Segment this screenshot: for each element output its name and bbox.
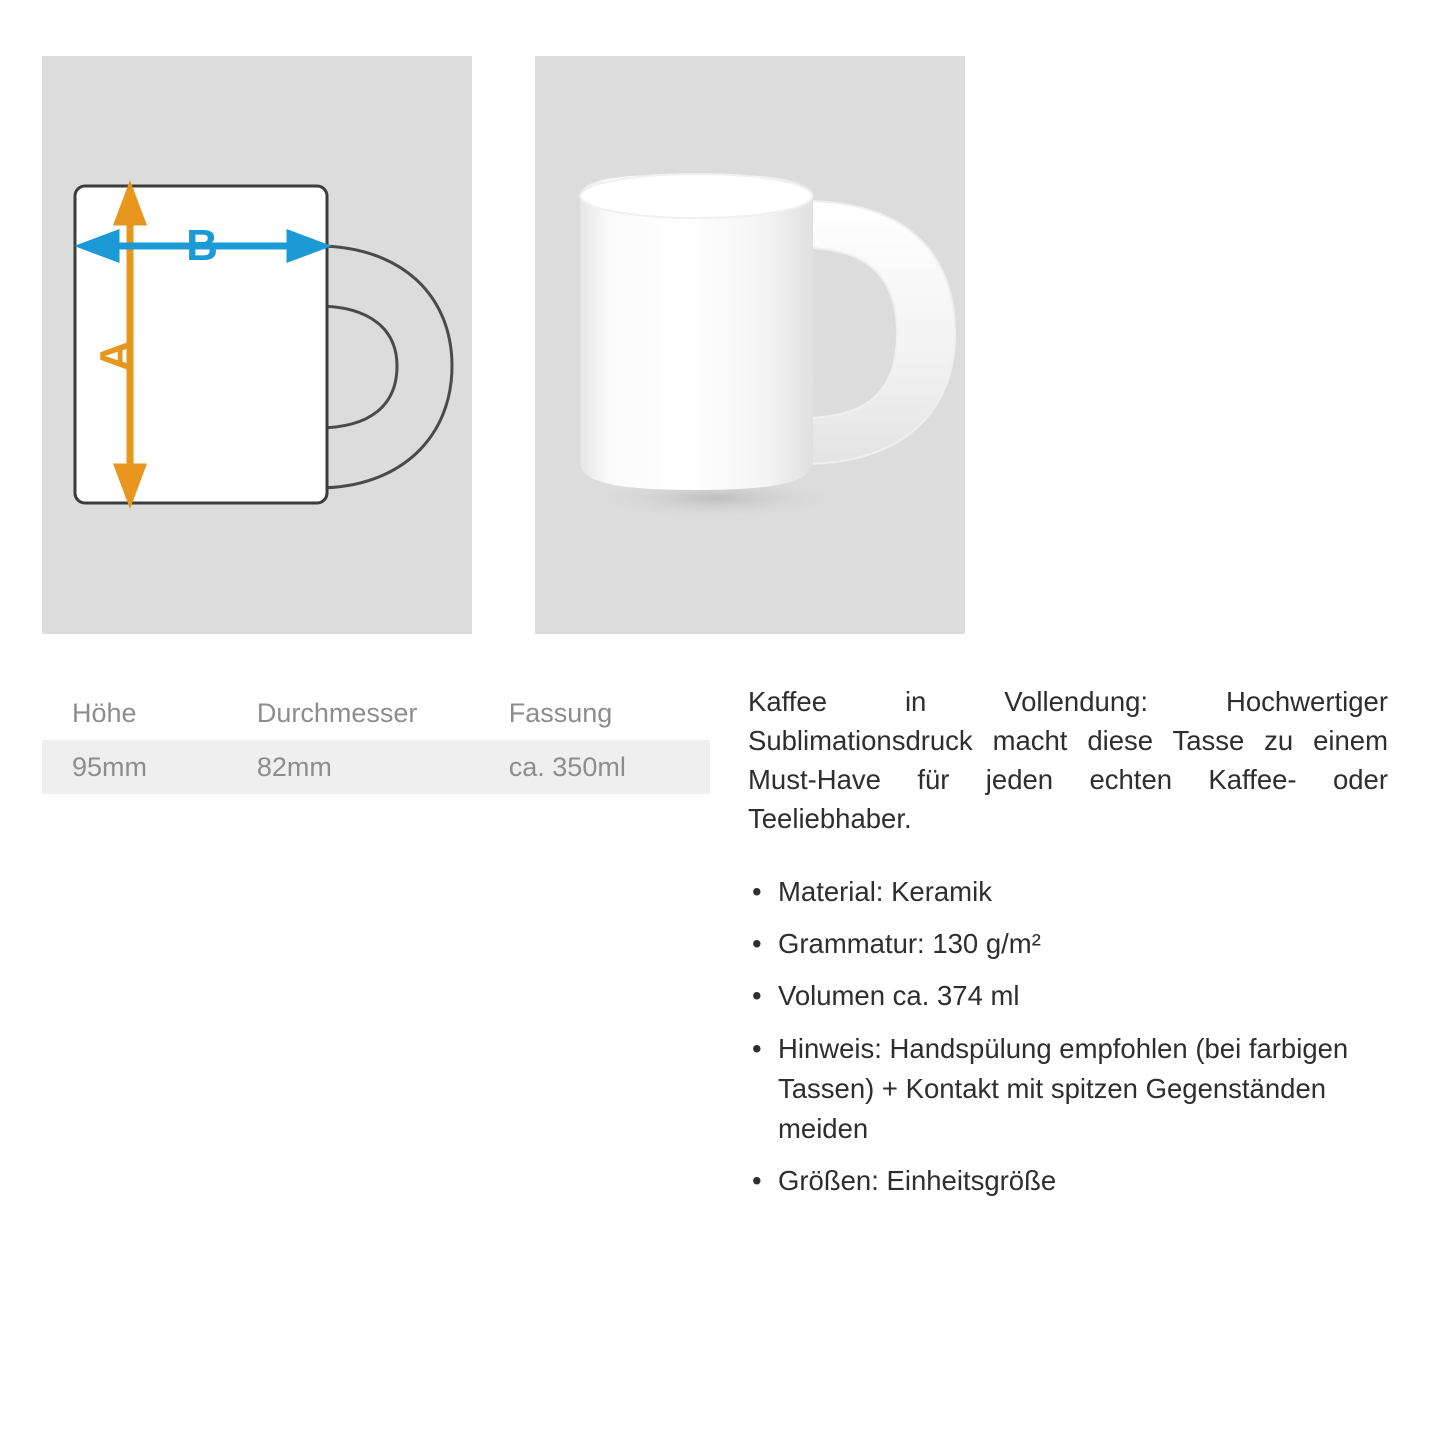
- mug-dimension-diagram-panel: [42, 56, 472, 634]
- table-row: [42, 740, 710, 794]
- list-item: • Grammatur: 130 g/m²: [748, 924, 1388, 964]
- list-item: • Größen: Einheitsgröße: [748, 1161, 1388, 1201]
- description-paragraph: Kaffee in Vollendung: Hochwertiger Sublimationsdruck macht diese Tasse zu einem Must-Have für jeden echten Kaffee- oder Teeliebhaber.: [748, 686, 1388, 835]
- value-height: 95mm: [72, 751, 148, 782]
- specifications-table: [42, 686, 710, 794]
- value-diameter: 82mm: [256, 751, 332, 782]
- dimension-label-a: A: [91, 340, 140, 372]
- column-header-height: Höhe: [72, 697, 137, 728]
- list-item: • Material: Keramik: [748, 872, 1388, 912]
- product-image-panels: [0, 0, 1445, 660]
- column-header-capacity: Fassung: [508, 697, 613, 728]
- list-item: • Volumen ca. 374 ml: [748, 976, 1388, 1016]
- list-item: • Hinweis: Handspülung empfohlen (bei farbigen Tassen) + Kontakt mit spitzen Gegenständen meiden: [748, 1029, 1388, 1149]
- description-bullet-list: [748, 872, 1388, 1201]
- product-description: [748, 682, 1388, 1213]
- table-header-row: [42, 686, 710, 740]
- mug-photo-panel: [535, 56, 965, 634]
- mug-dimension-diagram-svg: [42, 56, 472, 634]
- mug-photo-svg: [535, 56, 965, 634]
- dimension-label-b: B: [186, 221, 218, 270]
- value-capacity: ca. 350ml: [508, 751, 626, 782]
- column-header-diameter: Durchmesser: [256, 697, 418, 728]
